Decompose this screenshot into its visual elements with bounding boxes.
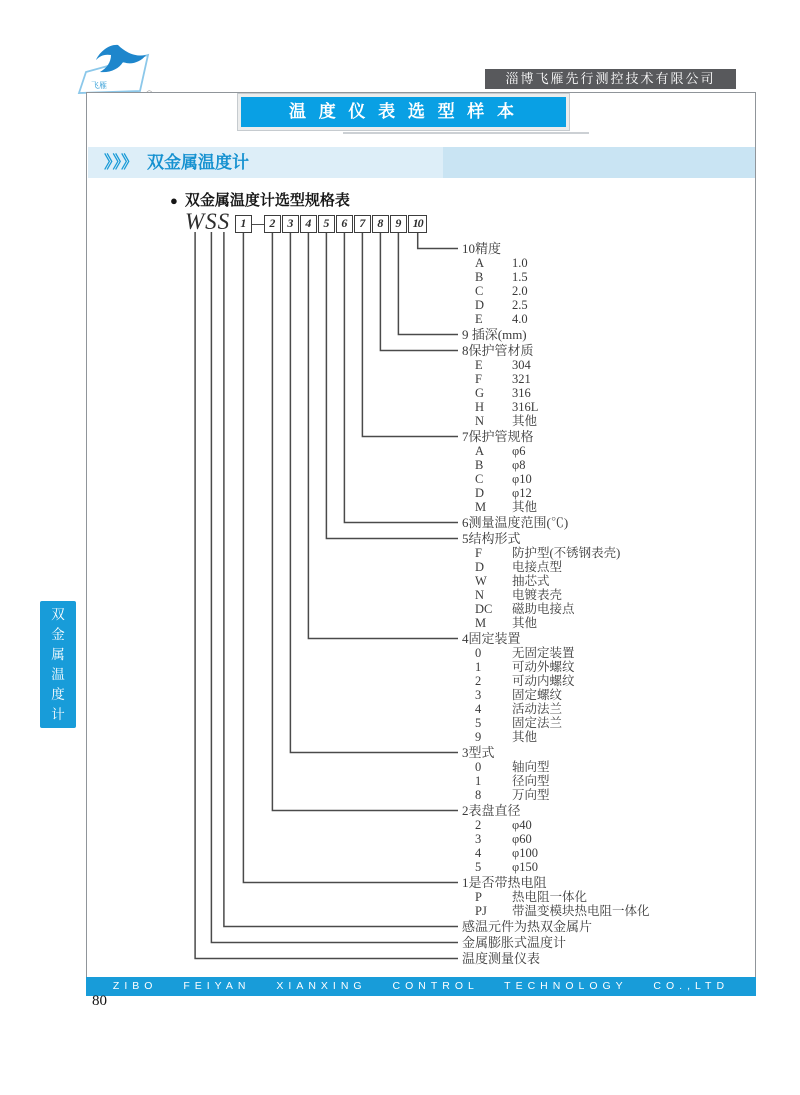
branch-item [462, 788, 758, 802]
sidebar-chapter-tab [40, 601, 76, 728]
item-code: 3 [475, 688, 482, 702]
code-box-2: 2 [264, 215, 281, 233]
footer-company-bar: ZIBO FEIYAN XIANXING CONTROL TECHNOLOGY CO.,LTD [86, 977, 756, 996]
item-value: 电镀表壳 [512, 588, 563, 602]
item-value: 2.5 [512, 298, 528, 312]
branch-item [462, 472, 758, 486]
branch-item [462, 372, 758, 386]
item-code: N [475, 414, 485, 428]
code-box-6: 6 [336, 215, 353, 233]
page-title-frame [237, 93, 570, 131]
branch [462, 745, 758, 802]
item-value: 磁助电接点 [512, 602, 575, 616]
code-box-4: 4 [300, 215, 317, 233]
spec-table-heading [170, 189, 350, 210]
item-value: 321 [512, 372, 531, 386]
branch-item [462, 574, 758, 588]
branch-label: 9 插深(mm) [462, 327, 527, 342]
item-value: φ40 [512, 818, 532, 832]
item-value: φ60 [512, 832, 532, 846]
item-code: DC [475, 602, 493, 616]
branch [462, 951, 758, 966]
branch-item [462, 414, 758, 428]
item-value: 固定螺纹 [512, 688, 563, 702]
branch-item [462, 646, 758, 660]
item-code: W [475, 574, 487, 588]
bullet-icon: ● [170, 193, 178, 208]
item-value: 1.5 [512, 270, 528, 284]
branch-item [462, 358, 758, 372]
item-code: 1 [475, 660, 482, 674]
branch-item [462, 660, 758, 674]
item-code: PJ [475, 904, 487, 918]
item-value: 活动法兰 [512, 702, 563, 716]
item-code: 2 [475, 674, 482, 688]
item-code: 4 [475, 846, 482, 860]
item-value: 2.0 [512, 284, 528, 298]
item-code: C [475, 284, 484, 298]
item-value: φ10 [512, 472, 532, 486]
code-box-5: 5 [318, 215, 335, 233]
branch [462, 531, 758, 630]
item-code: N [475, 588, 485, 602]
branch-label: 3型式 [462, 745, 495, 760]
title-divider [343, 132, 589, 134]
branch [462, 919, 758, 934]
page-title: 温 度 仪 表 选 型 样 本 [241, 97, 566, 127]
branch-item [462, 386, 758, 400]
item-value: 防护型(不锈钢表壳) [512, 546, 621, 560]
branch-item [462, 702, 758, 716]
item-code: A [475, 444, 485, 458]
item-code: P [475, 890, 482, 904]
branch [462, 241, 758, 326]
section-title [88, 147, 755, 178]
item-code: F [475, 546, 482, 560]
branch-label: 2表盘直径 [462, 803, 521, 818]
code-box-3: 3 [282, 215, 299, 233]
code-prefix-char: S [205, 209, 217, 234]
code-box-8: 8 [372, 215, 389, 233]
branch-label: 5结构形式 [462, 531, 521, 546]
item-code: 0 [475, 646, 482, 660]
code-box-10: 10 [408, 215, 427, 233]
code-prefix-char: S [217, 209, 230, 234]
branch-item [462, 284, 758, 298]
branch [462, 875, 758, 918]
item-code: G [475, 386, 485, 400]
item-code: M [475, 616, 487, 630]
item-value: 316 [512, 386, 531, 400]
branch-label: 8保护管材质 [462, 343, 534, 358]
item-value: 热电阻一体化 [512, 890, 588, 904]
code-box-9: 9 [390, 215, 407, 233]
item-code: A [475, 256, 485, 270]
branch [462, 343, 758, 428]
item-code: H [475, 400, 485, 414]
branch-label: 温度测量仪表 [462, 951, 541, 966]
item-code: B [475, 270, 484, 284]
branch-item [462, 846, 758, 860]
item-value: φ150 [512, 860, 538, 874]
item-value: φ12 [512, 486, 532, 500]
branch-item [462, 588, 758, 602]
item-value: 1.0 [512, 256, 528, 270]
branch-item [462, 458, 758, 472]
item-code: C [475, 472, 484, 486]
model-code-row [185, 211, 429, 233]
branch-label: 金属膨胀式温度计 [462, 935, 567, 950]
item-value: 轴向型 [512, 760, 550, 774]
item-value: 其他 [512, 616, 538, 630]
item-code: B [475, 458, 484, 472]
branch-item [462, 400, 758, 414]
item-code: D [475, 298, 485, 312]
item-code: 8 [475, 788, 482, 802]
branch-item [462, 546, 758, 560]
branch-label: 1是否带热电阻 [462, 875, 547, 890]
chevrons-icon: 》》》 [104, 153, 138, 172]
code-separator: — [251, 216, 265, 231]
item-value: 固定法兰 [512, 716, 563, 730]
branch-column [462, 241, 758, 967]
sidebar-vertical-label: 双金属温度计 [51, 606, 65, 722]
item-code: 5 [475, 860, 482, 874]
item-value: 316L [512, 400, 539, 414]
branch-label: 7保护管规格 [462, 429, 534, 444]
item-value: 304 [512, 358, 531, 372]
branch-label: 10精度 [462, 241, 502, 256]
branch-item [462, 270, 758, 284]
item-code: 2 [475, 818, 482, 832]
branch-item [462, 730, 758, 744]
branch [462, 327, 758, 342]
item-value: φ100 [512, 846, 538, 860]
branch-item [462, 616, 758, 630]
page-number: 80 [92, 993, 107, 1009]
item-code: 3 [475, 832, 482, 846]
item-value: 4.0 [512, 312, 528, 326]
branch-item [462, 904, 758, 918]
item-code: M [475, 500, 487, 514]
item-code: 4 [475, 702, 482, 716]
item-value: 径向型 [512, 774, 550, 788]
branch-item [462, 760, 758, 774]
item-value: 抽芯式 [512, 574, 550, 588]
item-value: 万向型 [512, 788, 550, 802]
branch-item [462, 832, 758, 846]
logo-text: 飞雁 [91, 81, 107, 90]
branch-item [462, 298, 758, 312]
item-value: 其他 [512, 500, 538, 514]
code-prefix-char: W [185, 209, 205, 234]
company-name-bar: 淄博飞雁先行测控技术有限公司 [485, 69, 736, 89]
item-value: 无固定装置 [512, 646, 575, 660]
section-title-text: 双金属温度计 [147, 153, 249, 172]
branch-item [462, 256, 758, 270]
item-code: 0 [475, 760, 482, 774]
item-value: 可动内螺纹 [512, 674, 575, 688]
item-code: E [475, 312, 483, 326]
item-code: E [475, 358, 483, 372]
branch-item [462, 674, 758, 688]
branch-label: 4固定装置 [462, 631, 521, 646]
branch-item [462, 500, 758, 514]
branch [462, 515, 758, 530]
item-code: 5 [475, 716, 482, 730]
section-bar [88, 147, 755, 178]
item-value: 其他 [512, 414, 538, 428]
branch-item [462, 860, 758, 874]
branch-item [462, 560, 758, 574]
branch-label: 感温元件为热双金属片 [462, 919, 593, 934]
spec-heading-text: 双金属温度计选型规格表 [184, 192, 350, 209]
branch-item [462, 890, 758, 904]
branch-item [462, 444, 758, 458]
branch-label: 6测量温度范围(℃) [462, 515, 569, 530]
item-code: 9 [475, 730, 482, 744]
branch [462, 803, 758, 874]
item-value: φ6 [512, 444, 526, 458]
branch-item [462, 716, 758, 730]
item-value: 电接点型 [512, 560, 563, 574]
branch-item [462, 688, 758, 702]
branch-item [462, 602, 758, 616]
code-box-7: 7 [354, 215, 371, 233]
item-value: φ8 [512, 458, 526, 472]
code-box-1: 1 [235, 215, 252, 233]
item-value: 其他 [512, 730, 538, 744]
item-code: 1 [475, 774, 482, 788]
branch [462, 935, 758, 950]
branch-item [462, 312, 758, 326]
item-value: 可动外螺纹 [512, 660, 575, 674]
item-code: D [475, 560, 485, 574]
branch-item [462, 818, 758, 832]
branch-item [462, 774, 758, 788]
branch [462, 429, 758, 514]
branch [462, 631, 758, 744]
item-value: 带温变模块热电阻一体化 [512, 904, 650, 918]
item-code: D [475, 486, 485, 500]
branch-item [462, 486, 758, 500]
item-code: F [475, 372, 482, 386]
